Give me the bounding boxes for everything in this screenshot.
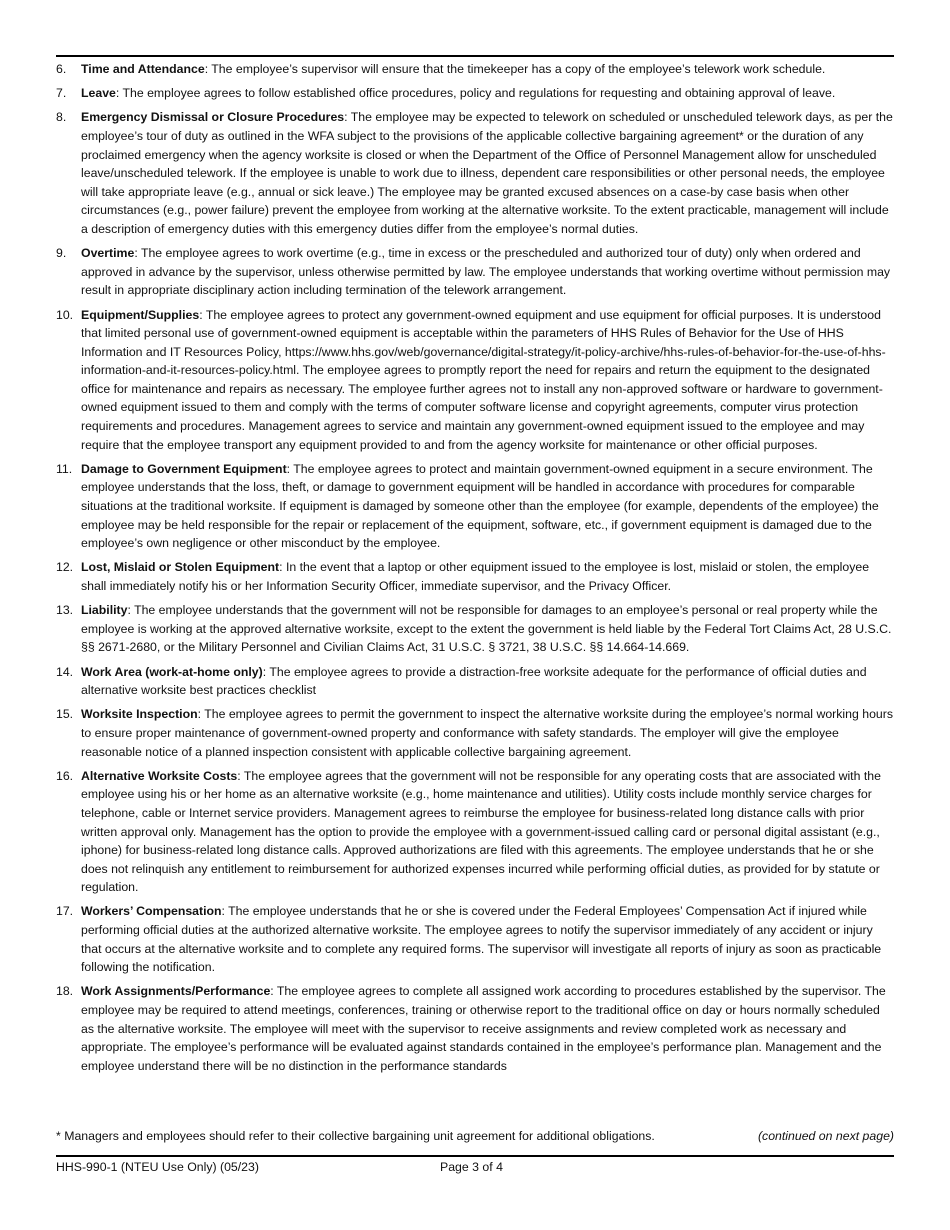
list-item	[56, 306, 894, 455]
item-body	[81, 460, 894, 553]
item-term: Worksite Inspection	[81, 707, 198, 722]
list-item	[56, 601, 894, 657]
item-number: 14.	[56, 664, 74, 679]
item-term: Damage to Government Equipment	[81, 461, 287, 476]
list-item	[56, 460, 894, 553]
item-body	[81, 767, 894, 897]
item-number: 7.	[56, 86, 67, 101]
document-page	[56, 0, 894, 1230]
item-number: 16.	[56, 768, 74, 783]
item-term: Emergency Dismissal or Closure Procedures	[81, 110, 345, 125]
item-number: 18.	[56, 984, 74, 999]
list-item	[56, 663, 894, 700]
continued-note: (continued on next page)	[757, 1129, 894, 1143]
provisions-list	[56, 60, 894, 1081]
item-number: 10.	[56, 307, 74, 322]
item-term: Time and Attendance	[81, 62, 205, 76]
list-item	[56, 982, 894, 1075]
item-text: : The employee agrees that the government will not be responsible for any operating costs that are associated with the employee using his or her home as an alternative worksite (e.g., home maintenance and utilities). Utility costs include monthly service charges for telephone, cable or Internet service providers. Management agrees to reimburse the employee for business-related long distance calls with prior written approval only. Management has the option to provide the employee with a government-issued calling card or personal digital assistant (e.g., iphone) for business-related long distance calls. Approved authorizations are filed with this agreements. The employee understands that he or she does not relinquish any entitlement to reimbursement for authorized expenses incurred while performing official duties, as provided for by statute or regulation.	[81, 768, 881, 895]
item-body	[81, 306, 894, 455]
item-number: 11.	[56, 461, 73, 476]
list-item	[56, 767, 894, 897]
item-number: 17.	[56, 904, 74, 919]
item-text: : The employee agrees to work overtime (e.g., time in excess or the prescheduled and authorized tour of duty) only when ordered and approved in advance by the supervisor, unless otherwise permitted by law. The employee understands that working overtime without permission may result in appropriate disciplinary action including termination of the telework arrangement.	[81, 246, 891, 298]
item-term: Work Assignments/Performance	[81, 984, 271, 999]
footnote-text: * Managers and employees should refer to their collective bargaining unit agreement for additional obligations.	[56, 1129, 655, 1143]
item-text: : The employee understands that the government will not be responsible for damages to an employee’s personal or real property while the employee is working at the approved alternative worksite, except to the extent the government is held liable by the Federal Tort Claims Act, 28 U.S.C. §§ 2671-2680, or the Military Personnel and Civilian Claims Act, 31 U.S.C. § 3721, 38 U.S.C. §§ 14.664-14.669.	[81, 603, 892, 655]
item-number: 9.	[56, 246, 67, 261]
item-term: Overtime	[81, 246, 135, 261]
item-body	[81, 705, 894, 761]
item-text: : The employee agrees to permit the government to inspect the alternative worksite during the employee’s normal working hours to ensure proper maintenance of government-owned property and conformance with safety standards. The employer will give the employee reasonable notice of a planned inspection consistent with applicable collective bargaining agreement.	[81, 707, 893, 759]
item-body	[81, 601, 894, 657]
list-item	[56, 244, 894, 300]
footnote	[56, 1127, 894, 1145]
item-term: Equipment/Supplies	[81, 307, 200, 322]
item-text: : The employee agrees to protect and maintain government-owned equipment in a secure environment. The employee understands that the loss, theft, or damage to government equipment will be handled in accordance with procedures for comparable situations at the traditional worksite. If equipment is damaged by someone other than the employee (for example, dependents of the employee) the employee may be held responsible for the repair or replacement of the equipment, software, etc., if government equipment is damaged due to the employee’s own negligence or other misconduct by the employee.	[81, 461, 879, 551]
item-term: Alternative Worksite Costs	[81, 768, 238, 783]
form-id: HHS-990-1 (NTEU Use Only) (05/23)	[56, 1160, 259, 1174]
item-number: 13.	[56, 603, 74, 618]
item-text: : The employee agrees to protect any government-owned equipment and use equipment for official purposes. It is understood that limited personal use of government-owned equipment is acceptable within the parameters of HHS Rules of Behavior for the Use of HHS Information and IT Resources Policy, https://www.hhs.gov/web/governance/digital-strategy/it-policy-archive/hhs-rules-of-behavior-for-the-use-of-hhs-information-and-it-resources-policy.html. The employee agrees to promptly report the need for repairs and return the equipment to the designated office for maintenance and repairs as necessary. The employee further agrees not to install any non-approved software or hardware to government-owned equipment issued to them and comply with the terms of computer software license and copyright agreements, computer virus protection requirements and procedures. Management agrees to service and maintain any government-owned equipment issued to the employee and may require that the employee transport any equipment provided to and from the agency worksite for maintenance or other official purposes.	[81, 307, 886, 452]
item-text: : The employee agrees to provide a distraction-free worksite adequate for the performance of official duties and alternative worksite best practices checklist	[81, 664, 867, 698]
list-item	[56, 558, 894, 595]
item-body	[81, 60, 894, 79]
item-body	[81, 982, 894, 1075]
item-body	[81, 558, 894, 595]
list-item	[56, 84, 894, 103]
bottom-divider	[56, 1155, 894, 1157]
item-term: Leave	[81, 86, 116, 101]
item-term: Lost, Mislaid or Stolen Equipment	[81, 560, 280, 575]
item-body	[81, 108, 894, 238]
item-body	[81, 663, 894, 700]
item-term: Workers’ Compensation	[81, 904, 222, 919]
item-text: : The employee agrees to complete all assigned work according to procedures established by the supervisor. The employee may be required to attend meetings, conferences, training or otherwise report to the traditional office on day or hours normally scheduled as the alternative worksite. The employee will meet with the supervisor to receive assignments and review completed work as necessary and appropriate. The employee’s performance will be evaluated against standards contained in the employee’s performance plan. Management and the employee understand there will be no distinction in the performance standards	[81, 984, 886, 1073]
item-text: : In the event that a laptop or other equipment issued to the employee is lost, mislaid or stolen, the employee shall immediately notify his or her Information Security Officer, immediate supervisor, and the Privacy Officer.	[81, 560, 870, 593]
item-number: 15.	[56, 707, 74, 722]
top-divider	[56, 55, 894, 57]
item-body	[81, 244, 894, 300]
item-text: : The employee agrees to follow established office procedures, policy and regulations for requesting and obtaining approval of leave.	[115, 86, 836, 101]
item-body	[81, 84, 894, 103]
item-term: Work Area (work-at-home only)	[81, 664, 263, 679]
list-item	[56, 902, 894, 976]
item-text: : The employee’s supervisor will ensure that the timekeeper has a copy of the employee’s telework work schedule.	[204, 62, 826, 76]
item-term: Liability	[81, 603, 128, 618]
list-item	[56, 705, 894, 761]
item-number: 12.	[56, 560, 74, 575]
list-item	[56, 60, 894, 79]
item-number: 6.	[56, 62, 67, 76]
item-text: : The employee understands that he or she is covered under the Federal Employees’ Compensation Act if injured while performing official duties at the authorized alternative worksite. The employee agrees to notify the supervisor immediately of any accident or injury that occurs at the alternative worksite and to complete any required forms. The supervisor will investigate all reports of injury as soon as practicable following the notification.	[81, 904, 882, 975]
list-item	[56, 108, 894, 238]
item-body	[81, 902, 894, 976]
item-number: 8.	[56, 110, 67, 125]
item-text: : The employee may be expected to telework on scheduled or unscheduled telework days, as per the employee’s tour of duty as outlined in the WFA subject to the provisions of the applicable collective bargaining agreement* or the duration of any proclaimed emergency when the agency worksite is closed or when the Department of the Office of Personnel Management allow for unscheduled leave/unscheduled telework. If the employee is unable to work due to illness, dependent care responsibilities or other personal needs, the employee will take appropriate leave (e.g., annual or sick leave.) The employee may be granted excused absences on a case-by case basis when other circumstances (e.g., power failure) prevent the employee from working at the alternative worksite. To the extent practicable, management will include a description of emergency duties with this emergency duties differ from the employee’s normal duties.	[81, 110, 893, 236]
page-number: Page 3 of 4	[440, 1160, 503, 1174]
